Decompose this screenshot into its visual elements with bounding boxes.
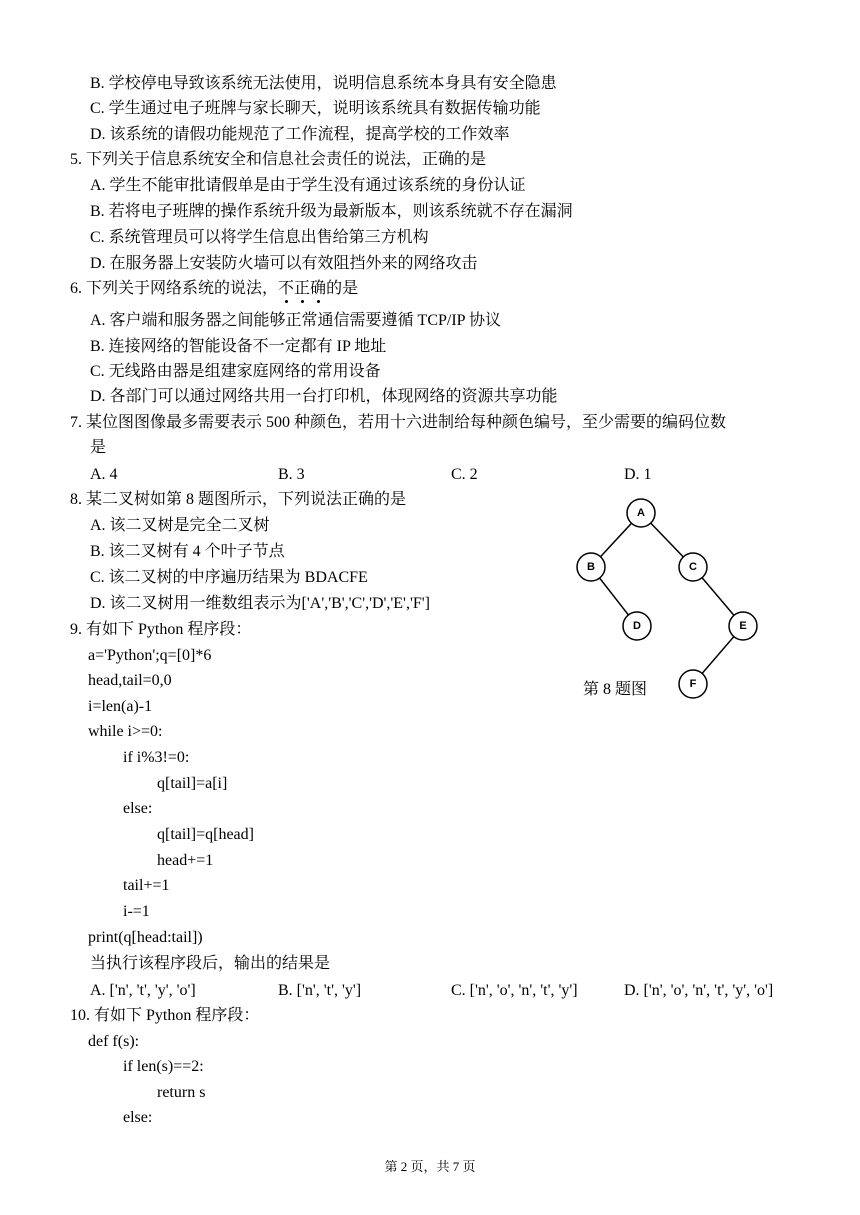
tree-node-label: A <box>637 507 645 519</box>
code-line: i-=1 <box>123 903 150 920</box>
code-line: print(q[head:tail]) <box>88 929 203 946</box>
code-line: if len(s)==2: <box>123 1058 204 1075</box>
binary-tree-figure <box>560 490 780 710</box>
q5-option-c: C. 系统管理员可以将学生信息出售给第三方机构 <box>90 229 429 246</box>
code-line: q[tail]=a[i] <box>157 775 228 792</box>
q4-option-d: D. 该系统的请假功能规范了工作流程，提高学校的工作效率 <box>90 126 510 143</box>
q6-stem <box>70 279 358 299</box>
code-line: def f(s): <box>88 1033 140 1050</box>
q6-option-d: D. 各部门可以通过网络共用一台打印机，体现网络的资源共享功能 <box>90 388 558 405</box>
tree-node-label: F <box>689 678 697 690</box>
code-line: else: <box>123 800 153 817</box>
q9-option-a: A. ['n', 't', 'y', 'o'] <box>90 982 196 999</box>
q5-option-d: D. 在服务器上安装防火墙可以有效阻挡外来的网络攻击 <box>90 255 478 272</box>
code-line: i=len(a)-1 <box>88 698 153 715</box>
q8-option-d: D. 该二叉树用一维数组表示为['A','B','C','D','E','F'] <box>90 595 430 612</box>
q6-stem-pre: 6. 下列关于网络系统的说法， <box>70 280 279 297</box>
q8-option-b: B. 该二叉树有 4 个叶子节点 <box>90 543 285 560</box>
tree-node-label: D <box>633 620 641 632</box>
q7-stem-line2: 是 <box>90 439 107 456</box>
q9-option-b: B. ['n', 't', 'y'] <box>278 982 362 999</box>
code-line: head,tail=0,0 <box>88 672 172 689</box>
q9-option-d: D. ['n', 'o', 'n', 't', 'y', 'o'] <box>624 982 774 999</box>
q7-option-d: D. 1 <box>624 466 652 483</box>
figure-caption: 第 8 题图 <box>583 681 648 698</box>
q6-option-c: C. 无线路由器是组建家庭网络的常用设备 <box>90 363 381 380</box>
q9-question: 当执行该程序段后，输出的结果是 <box>90 955 331 972</box>
q10-stem: 10. 有如下 Python 程序段： <box>70 1007 260 1024</box>
code-line: head+=1 <box>157 852 214 869</box>
q6-option-a: A. 客户端和服务器之间能够正常通信需要遵循 TCP/IP 协议 <box>90 312 501 329</box>
code-line: q[tail]=q[head] <box>157 826 254 843</box>
page-footer: 第 2 页，共 7 页 <box>384 1159 476 1174</box>
q4-option-c: C. 学生通过电子班牌与家长聊天，说明该系统具有数据传输功能 <box>90 100 541 117</box>
tree-node-label: C <box>689 561 697 573</box>
q6-emphasis-char: 不 <box>278 280 295 297</box>
q5-stem: 5. 下列关于信息系统安全和信息社会责任的说法，正确的是 <box>70 151 487 168</box>
q8-option-c: C. 该二叉树的中序遍历结果为 BDACFE <box>90 569 368 586</box>
q5-option-b: B. 若将电子班牌的操作系统升级为最新版本，则该系统就不存在漏洞 <box>90 203 573 220</box>
q7-stem-line1: 7. 某位图图像最多需要表示 500 种颜色，若用十六进制给每种颜色编号，至少需要的编码位数 <box>70 414 727 431</box>
q6-option-b: B. 连接网络的智能设备不一定都有 IP 地址 <box>90 338 387 355</box>
q7-option-a: A. 4 <box>90 466 118 483</box>
code-line: return s <box>157 1084 206 1101</box>
code-line: tail+=1 <box>123 877 170 894</box>
q9-option-c: C. ['n', 'o', 'n', 't', 'y'] <box>451 982 578 999</box>
tree-node-label: E <box>739 620 747 632</box>
code-line: while i>=0: <box>88 723 163 740</box>
q5-option-a: A. 学生不能审批请假单是由于学生没有通过该系统的身份认证 <box>90 177 526 194</box>
q7-option-c: C. 2 <box>451 466 478 483</box>
code-line: a='Python';q=[0]*6 <box>88 647 212 664</box>
q6-stem-post: 的是 <box>326 280 359 297</box>
code-line: if i%3!=0: <box>123 749 190 766</box>
q8-option-a: A. 该二叉树是完全二叉树 <box>90 517 270 534</box>
q8-stem: 8. 某二叉树如第 8 题图所示，下列说法正确的是 <box>70 491 407 508</box>
q4-option-b: B. 学校停电导致该系统无法使用，说明信息系统本身具有安全隐患 <box>90 75 557 92</box>
q6-emphasis-char: 确 <box>310 280 327 297</box>
q9-stem: 9. 有如下 Python 程序段： <box>70 621 252 638</box>
q7-option-b: B. 3 <box>278 466 305 483</box>
tree-node-label: B <box>587 561 595 573</box>
code-line: else: <box>123 1109 153 1126</box>
q6-emphasis-char: 正 <box>294 280 311 297</box>
